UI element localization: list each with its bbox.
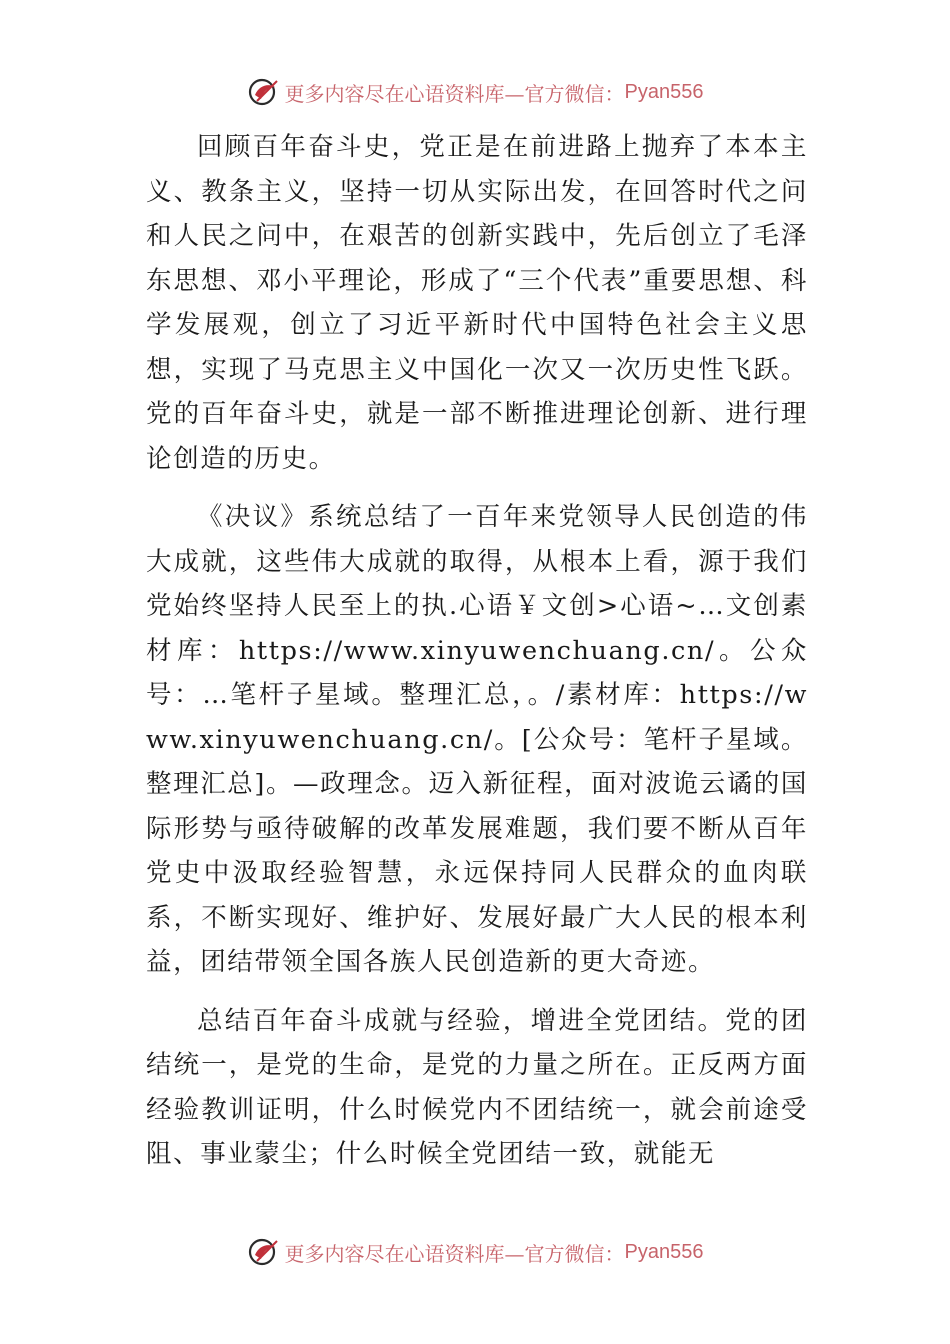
document-body [146,125,808,1191]
banner-contact: Pyan556 [624,1240,704,1263]
footer-banner [0,1232,950,1272]
paragraph-1: 回顾百年奋斗史，党正是在前进路上抛弃了本本主义、教条主义，坚持一切从实际出发，在回答时代之问和人民之问中，在艰苦的创新实践中，先后创立了毛泽东思想、邓小平理论，形成了“三个代表”重要思想、科学发展观，创立了习近平新时代中国特色社会主义思想，实现了马克思主义中国化一次又一次历史性飞跃。党的百年奋斗史，就是一部不断推进理论创新、进行理论创造的历史。 [146,132,808,474]
logo-icon [247,1235,281,1269]
paragraph-2: 《决议》系统总结了一百年来党领导人民创造的伟大成就，这些伟大成就的取得，从根本上看，源于我们党始终坚持人民至上的执.心语￥文创>心语~…文创素材库：https://www.xinyuwenchuang.cn/。公众号：…笔杆子星域。整理汇总，。/素材库：https://www.xinyuwenchuang.cn/。[公众号：笔杆子星域。整理汇总]。—政理念。迈入新征程，面对波诡云谲的国际形势与亟待破解的改革发展难题，我们要不断从百年党史中汲取经验智慧，永远保持同人民群众的血肉联系，不断实现好、维护好、发展好最广大人民的根本利益，团结带领全国各族人民创造新的更大奇迹。 [146,502,808,977]
header-banner [0,72,950,112]
banner-contact: Pyan556 [624,80,704,103]
paragraph-3: 总结百年奋斗成就与经验，增进全党团结。党的团结统一，是党的生命，是党的力量之所在。正反两方面经验教训证明，什么时候党内不团结统一，就会前途受阻、事业蒙尘；什么时候全党团结一致，就能无 [146,1005,808,1169]
banner-text: 更多内容尽在心语资料库—官方微信： [284,1241,625,1266]
logo-icon [247,75,281,109]
banner-text: 更多内容尽在心语资料库—官方微信： [284,81,625,106]
